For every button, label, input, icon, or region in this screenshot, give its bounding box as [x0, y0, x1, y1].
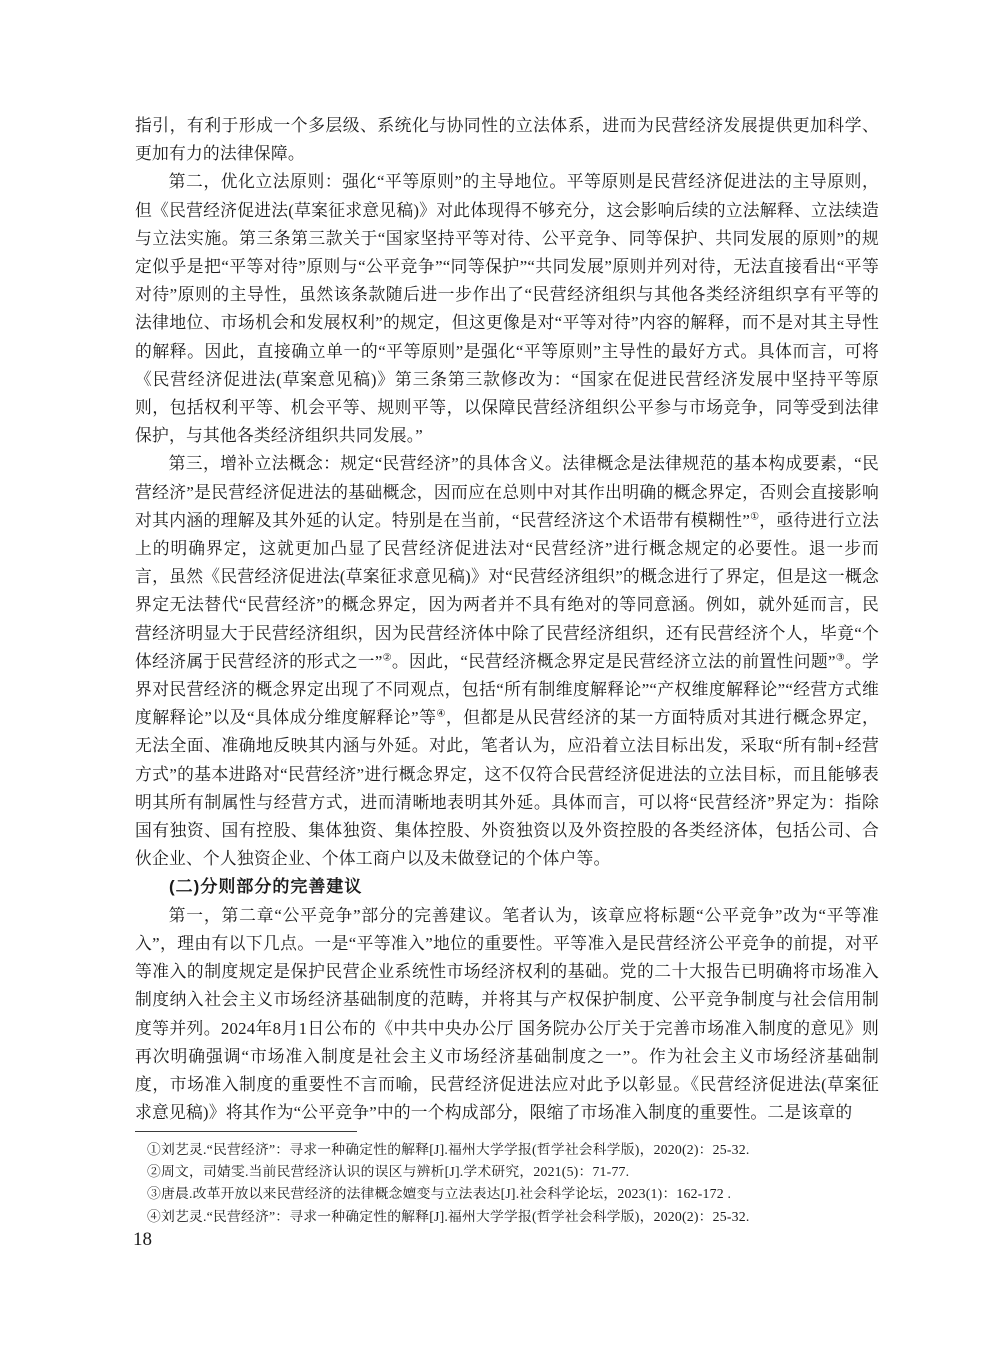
- section-heading: (二)分则部分的完善建议: [169, 877, 363, 897]
- footnote-text: 周文，司婧雯.当前民营经济认识的误区与辨析[J].学术研究，2021(5)：71-77.: [161, 1164, 630, 1180]
- footnote-marker: ④: [147, 1208, 161, 1224]
- footnote-text: 刘艺灵.“民营经济”：寻求一种确定性的解释[J].福州大学学报(哲学社会科学版)，2020(2)：25-32.: [161, 1208, 750, 1224]
- footnote-marker: ③: [147, 1186, 161, 1202]
- body-paragraph: 第一，第二章“公平竞争”部分的完善建议。笔者认为，该章应将标题“公平竞争”改为“平等准入”，理由有以下几点。一是“平等准入”地位的重要性。平等准入是民营经济公平竞争的前提，对平等准入的制度规定是保护民营企业系统性市场经济权利的基础。党的二十大报告已明确将市场准入制度纳入社会主义市场经济基础制度的范畴，并将其与产权保护制度、公平竞争制度与社会信用制度等并列。2024年8月1日公布的《中共中央办公厅 国务院办公厅关于完善市场准入制度的意见》则再次明确强调“市场准入制度是社会主义市场经济基础制度之一”。作为社会主义市场经济基础制度，市场准入制度的重要性不言而喻，民营经济促进法应对此予以彰显。《民营经济促进法(草案征求意见稿)》将其作为“公平竞争”中的一个构成部分，限缩了市场准入制度的重要性。二是该章的: [135, 905, 879, 1123]
- footnote-item: [135, 1183, 879, 1205]
- footnote-ref-marker[interactable]: ①: [749, 511, 760, 523]
- body-paragraph: 第二，优化立法原则：强化“平等原则”的主导地位。平等原则是民营经济促进法的主导原则，但《民营经济促进法(草案征求意见稿)》对此体现得不够充分，这会影响后续的立法解释、立法续造与立法实施。第三条第三款关于“国家坚持平等对待、公平竞争、同等保护、共同发展的原则”的规定似乎是把“平等对待”原则与“公平竞争”“同等保护”“共同发展”原则并列对待，无法直接看出“平等对待”原则的主导性，虽然该条款随后进一步作出了“民营经济组织与其他各类经济组织享有平等的法律地位、市场机会和发展权利”的规定，但这更像是对“平等对待”内容的解释，而不是对其主导性的解释。因此，直接确立单一的“平等原则”是强化“平等原则”主导性的最好方式。具体而言，可将《民营经济促进法(草案意见稿)》第三条第三款修改为：“国家在促进民营经济发展中坚持平等原则，包括权利平等、机会平等、规则平等，以保障民营经济组织公平参与市场竞争，同等受到法律保护，与其他各类经济组织共同发展。”: [135, 172, 879, 446]
- footnote-ref-marker[interactable]: ④: [436, 708, 446, 720]
- document-body: [135, 112, 879, 1127]
- footnote-ref-marker[interactable]: ②: [382, 652, 392, 664]
- footnote-text: 唐晨.改革开放以来民营经济的法律概念嬗变与立法表达[J].社会科学论坛，2023(1)：162-172 .: [161, 1186, 732, 1202]
- body-paragraph: 指引，有利于形成一个多层级、系统化与协同性的立法体系，进而为民营经济发展提供更加科学、更加有力的法律保障。: [135, 116, 879, 164]
- footnote-text: 刘艺灵.“民营经济”：寻求一种确定性的解释[J].福州大学学报(哲学社会科学版)，2020(2)：25-32.: [161, 1142, 750, 1157]
- footnote-marker: ①: [147, 1142, 161, 1157]
- body-paragraph: 第三，增补立法概念：规定“民营经济”的具体含义。法律概念是法律规范的基本构成要素，“民营经济”是民营经济促进法的基础概念，因而应在总则中对其作出明确的概念界定，否则会直接影响对其内涵的理解及其外延的认定。特别是在当前，“民营经济这个术语带有模糊性”①，亟待进行立法上的明确界定，这就更加凸显了民营经济促进法对“民营经济”进行概念规定的必要性。退一步而言，虽然《民营经济促进法(草案征求意见稿)》对“民营经济组织”的概念进行了界定，但是这一概念界定无法替代“民营经济”的概念界定，因为两者并不具有绝对的等同意涵。例如，就外延而言，民营经济明显大于民营经济组织，因为民营经济体中除了民营经济组织，还有民营经济个人，毕竟“个体经济属于民营经济的形式之一”②。因此，“民营经济概念界定是民营经济立法的前置性问题”③。学界对民营经济的概念界定出现了不同观点，包括“所有制维度解释论”“产权维度解释论”“经营方式维度解释论”以及“具体成分维度解释论”等④，但都是从民营经济的某一方面特质对其进行概念界定，无法全面、准确地反映其内涵与外延。对此，笔者认为，应沿着立法目标出发，采取“所有制+经营方式”的基本进路对“民营经济”进行概念界定，这不仅符合民营经济促进法的立法目标，而且能够表明其所有制属性与经营方式，进而清晰地表明其外延。具体而言，可以将“民营经济”界定为：指除国有独资、国有控股、集体独资、集体控股、外资独资以及外资控股的各类经济体，包括公司、合伙企业、个人独资企业、个体工商户以及未做登记的个体户等。: [135, 454, 880, 869]
- page-number: 18: [133, 1229, 152, 1250]
- footnote-separator: [135, 1131, 357, 1132]
- footnote-item: [135, 1139, 879, 1161]
- footnote-item: [135, 1161, 879, 1183]
- footnote-marker: ②: [147, 1164, 161, 1180]
- footnotes-section: [135, 1131, 879, 1228]
- footnote-ref-marker[interactable]: ③: [835, 652, 845, 664]
- footnote-item: [135, 1206, 879, 1228]
- footnotes-list: [135, 1139, 879, 1228]
